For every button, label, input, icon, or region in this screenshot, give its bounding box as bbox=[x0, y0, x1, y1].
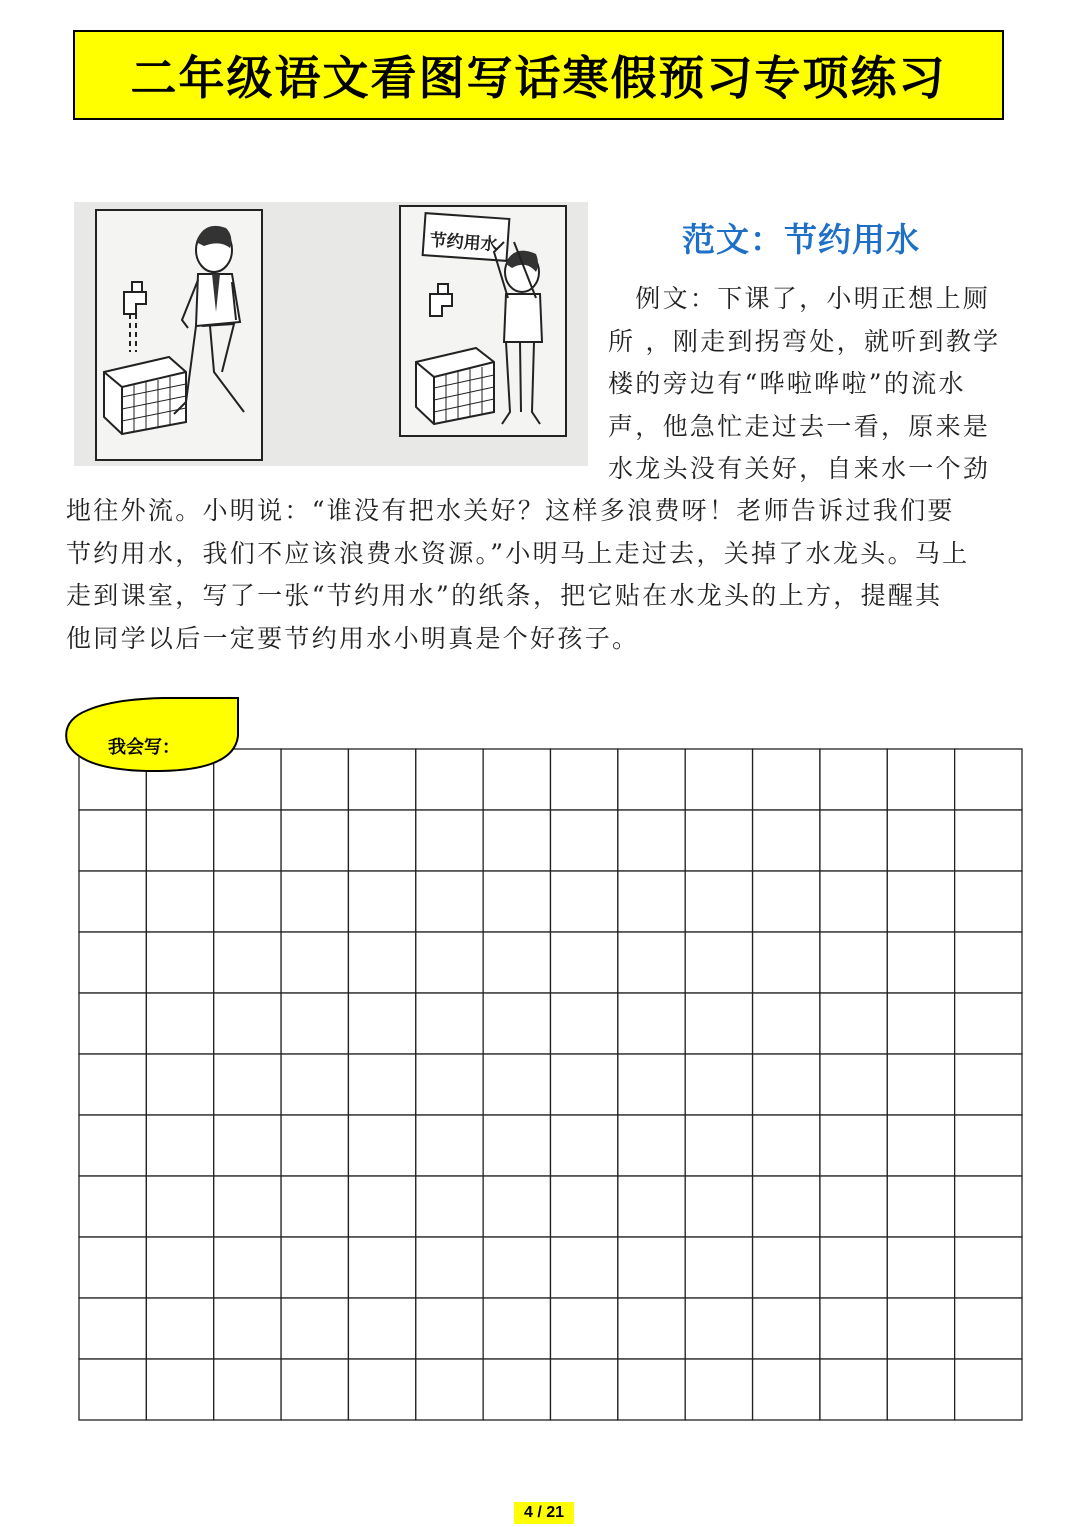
grid-cell[interactable] bbox=[887, 993, 954, 1054]
grid-cell[interactable] bbox=[551, 1054, 618, 1115]
essay-line: 走到课室，写了一张“节约用水”的纸条，把它贴在水龙头的上方，提醒其 bbox=[66, 581, 943, 611]
grid-cell[interactable] bbox=[618, 1176, 685, 1237]
grid-cell[interactable] bbox=[146, 810, 213, 871]
grid-cell[interactable] bbox=[416, 1054, 483, 1115]
grid-cell[interactable] bbox=[79, 932, 146, 993]
grid-cell[interactable] bbox=[551, 810, 618, 871]
grid-cell[interactable] bbox=[214, 993, 281, 1054]
essay-line: 地往外流。小明说：“谁没有把水关好？这样多浪费呀！老师告诉过我们要 bbox=[66, 496, 955, 525]
essay-line: 例文：下课了，小明正想上厕 bbox=[608, 284, 991, 313]
grid-cell[interactable] bbox=[214, 1237, 281, 1298]
grid-cell[interactable] bbox=[214, 1054, 281, 1115]
grid-cell[interactable] bbox=[483, 810, 550, 871]
grid-cell[interactable] bbox=[753, 749, 820, 810]
grid-cell[interactable] bbox=[146, 932, 213, 993]
grid-cell[interactable] bbox=[955, 1115, 1022, 1176]
grid-cell[interactable] bbox=[753, 871, 820, 932]
grid-cell[interactable] bbox=[618, 932, 685, 993]
grid-cell[interactable] bbox=[483, 749, 550, 810]
grid-cell[interactable] bbox=[820, 1054, 887, 1115]
grid-cell[interactable] bbox=[483, 1054, 550, 1115]
grid-cell[interactable] bbox=[416, 932, 483, 993]
grid-cell[interactable] bbox=[146, 993, 213, 1054]
grid-cell[interactable] bbox=[820, 1176, 887, 1237]
grid-cell[interactable] bbox=[955, 932, 1022, 993]
grid-cell[interactable] bbox=[214, 1176, 281, 1237]
grid-cell[interactable] bbox=[146, 1115, 213, 1176]
grid-cell[interactable] bbox=[887, 810, 954, 871]
grid-cell[interactable] bbox=[214, 932, 281, 993]
grid-cell[interactable] bbox=[820, 749, 887, 810]
writing-grid[interactable] bbox=[78, 748, 1023, 1421]
grid-cell[interactable] bbox=[551, 1237, 618, 1298]
essay-line: 声，他急忙走过去一看，原来是 bbox=[608, 411, 991, 441]
grid-cell[interactable] bbox=[820, 1115, 887, 1176]
grid-cell[interactable] bbox=[887, 1054, 954, 1115]
grid-cell[interactable] bbox=[685, 1237, 752, 1298]
grid-cell[interactable] bbox=[416, 1176, 483, 1237]
grid-cell[interactable] bbox=[146, 1298, 213, 1359]
grid-cell[interactable] bbox=[483, 1298, 550, 1359]
essay-line: 节约用水，我们不应该浪费水资源。”小明马上走过去，关掉了水龙头。马上 bbox=[66, 538, 970, 568]
grid-cell[interactable] bbox=[214, 871, 281, 932]
grid-cell[interactable] bbox=[348, 871, 415, 932]
essay-line: 所 ，刚走到拐弯处，就听到教学 bbox=[608, 326, 1001, 356]
grid-cell[interactable] bbox=[820, 871, 887, 932]
grid-cell[interactable] bbox=[79, 1237, 146, 1298]
grid-cell[interactable] bbox=[955, 871, 1022, 932]
grid-cell[interactable] bbox=[887, 1237, 954, 1298]
grid-cell[interactable] bbox=[146, 871, 213, 932]
grid-cell[interactable] bbox=[820, 1237, 887, 1298]
grid-cell[interactable] bbox=[214, 1115, 281, 1176]
grid-cell[interactable] bbox=[955, 749, 1022, 810]
grid-cell[interactable] bbox=[955, 1298, 1022, 1359]
grid-cell[interactable] bbox=[887, 1115, 954, 1176]
grid-cell[interactable] bbox=[753, 1298, 820, 1359]
grid-cell[interactable] bbox=[348, 1237, 415, 1298]
grid-cell[interactable] bbox=[281, 1054, 348, 1115]
grid-cell[interactable] bbox=[820, 1359, 887, 1420]
grid-cell[interactable] bbox=[753, 1359, 820, 1420]
grid-cell[interactable] bbox=[483, 1176, 550, 1237]
title-banner bbox=[73, 30, 1004, 120]
essay-heading: 范文：节约用水 bbox=[682, 220, 920, 259]
grid-cell[interactable] bbox=[955, 1176, 1022, 1237]
grid-cell[interactable] bbox=[281, 1176, 348, 1237]
sign-text: 节约用水 bbox=[428, 230, 499, 256]
grid-cell[interactable] bbox=[685, 810, 752, 871]
grid-cell[interactable] bbox=[753, 810, 820, 871]
grid-cell[interactable] bbox=[753, 932, 820, 993]
grid-cell[interactable] bbox=[618, 1054, 685, 1115]
grid-cell[interactable] bbox=[79, 993, 146, 1054]
grid-cell[interactable] bbox=[685, 871, 752, 932]
grid-cell[interactable] bbox=[753, 1115, 820, 1176]
grid-cell[interactable] bbox=[348, 932, 415, 993]
grid-cell[interactable] bbox=[618, 749, 685, 810]
grid-cell[interactable] bbox=[753, 1237, 820, 1298]
grid-cell[interactable] bbox=[887, 1176, 954, 1237]
grid-cell[interactable] bbox=[281, 871, 348, 932]
grid-cell[interactable] bbox=[416, 749, 483, 810]
grid-cell[interactable] bbox=[820, 810, 887, 871]
grid-cell[interactable] bbox=[887, 1298, 954, 1359]
grid-cell[interactable] bbox=[618, 1298, 685, 1359]
grid-cell[interactable] bbox=[551, 1176, 618, 1237]
grid-cell[interactable] bbox=[416, 1115, 483, 1176]
grid-cell[interactable] bbox=[79, 871, 146, 932]
grid-cell[interactable] bbox=[551, 1115, 618, 1176]
illustration bbox=[74, 202, 588, 466]
grid-cell[interactable] bbox=[551, 1298, 618, 1359]
writing-label: 我会写： bbox=[108, 737, 180, 758]
grid-cell[interactable] bbox=[685, 932, 752, 993]
grid-cell[interactable] bbox=[887, 1359, 954, 1420]
grid-cell[interactable] bbox=[618, 1359, 685, 1420]
grid-cell[interactable] bbox=[79, 1359, 146, 1420]
grid-cell[interactable] bbox=[887, 871, 954, 932]
grid-cell[interactable] bbox=[79, 1054, 146, 1115]
grid-cell[interactable] bbox=[820, 993, 887, 1054]
grid-cell[interactable] bbox=[79, 1115, 146, 1176]
grid-cell[interactable] bbox=[214, 1359, 281, 1420]
panel-left bbox=[96, 210, 262, 460]
grid-cell[interactable] bbox=[685, 749, 752, 810]
grid-cell[interactable] bbox=[416, 1359, 483, 1420]
grid-cell[interactable] bbox=[551, 871, 618, 932]
grid-cell[interactable] bbox=[618, 871, 685, 932]
grid-cell[interactable] bbox=[348, 993, 415, 1054]
grid-cell[interactable] bbox=[955, 1359, 1022, 1420]
grid-cell[interactable] bbox=[281, 1298, 348, 1359]
grid-cell[interactable] bbox=[685, 1054, 752, 1115]
grid-cell[interactable] bbox=[618, 810, 685, 871]
grid-cell[interactable] bbox=[685, 1298, 752, 1359]
grid-cell[interactable] bbox=[483, 1115, 550, 1176]
grid-cell[interactable] bbox=[483, 1359, 550, 1420]
grid-cell[interactable] bbox=[348, 1054, 415, 1115]
grid-cell[interactable] bbox=[146, 1176, 213, 1237]
grid-cell[interactable] bbox=[79, 1176, 146, 1237]
essay-side-text bbox=[608, 278, 1018, 491]
grid-cell[interactable] bbox=[79, 1298, 146, 1359]
grid-cell[interactable] bbox=[955, 1054, 1022, 1115]
grid-cell[interactable] bbox=[685, 1176, 752, 1237]
grid-cell[interactable] bbox=[753, 993, 820, 1054]
grid-cell[interactable] bbox=[551, 749, 618, 810]
grid-cell[interactable] bbox=[416, 810, 483, 871]
grid-cell[interactable] bbox=[348, 1115, 415, 1176]
grid-cell[interactable] bbox=[281, 1115, 348, 1176]
grid-cell[interactable] bbox=[753, 1054, 820, 1115]
grid-cell[interactable] bbox=[146, 1054, 213, 1115]
grid-cell[interactable] bbox=[483, 1237, 550, 1298]
grid-cell[interactable] bbox=[618, 1115, 685, 1176]
grid-cell[interactable] bbox=[146, 1359, 213, 1420]
grid-cell[interactable] bbox=[551, 932, 618, 993]
grid-cell[interactable] bbox=[348, 1176, 415, 1237]
grid-cell[interactable] bbox=[820, 1298, 887, 1359]
panel-right bbox=[400, 206, 566, 436]
grid-cell[interactable] bbox=[685, 993, 752, 1054]
grid-cell[interactable] bbox=[955, 810, 1022, 871]
grid-cell[interactable] bbox=[281, 1359, 348, 1420]
grid-cell[interactable] bbox=[483, 993, 550, 1054]
grid-cell[interactable] bbox=[753, 1176, 820, 1237]
grid-cell[interactable] bbox=[281, 1237, 348, 1298]
grid-cell[interactable] bbox=[887, 932, 954, 993]
grid-cell[interactable] bbox=[416, 993, 483, 1054]
grid-cell[interactable] bbox=[416, 1237, 483, 1298]
grid-cell[interactable] bbox=[483, 871, 550, 932]
page-title: 二年级语文看图写话寒假预习专项练习 bbox=[130, 51, 947, 105]
grid-cell[interactable] bbox=[348, 1298, 415, 1359]
essay-line: 水龙头没有关好，自来水一个劲 bbox=[608, 454, 991, 484]
grid-cell[interactable] bbox=[685, 1359, 752, 1420]
grid-cell[interactable] bbox=[618, 993, 685, 1054]
grid-cell[interactable] bbox=[348, 1359, 415, 1420]
grid-cell[interactable] bbox=[214, 810, 281, 871]
grid-cell[interactable] bbox=[685, 1115, 752, 1176]
grid-cell[interactable] bbox=[79, 810, 146, 871]
grid-cell[interactable] bbox=[281, 810, 348, 871]
grid-cell[interactable] bbox=[887, 749, 954, 810]
grid-cell[interactable] bbox=[955, 993, 1022, 1054]
grid-cell[interactable] bbox=[214, 1298, 281, 1359]
essay-line: 楼的旁边有“哗啦哗啦”的流水 bbox=[608, 369, 966, 399]
grid-cell[interactable] bbox=[483, 932, 550, 993]
grid-cell[interactable] bbox=[618, 1237, 685, 1298]
grid-cell[interactable] bbox=[955, 1237, 1022, 1298]
grid-cell[interactable] bbox=[820, 932, 887, 993]
page-number: 4 / 21 bbox=[514, 1502, 574, 1524]
grid-cell[interactable] bbox=[281, 749, 348, 810]
grid-cell[interactable] bbox=[416, 871, 483, 932]
grid-cell[interactable] bbox=[281, 932, 348, 993]
essay-line: 他同学以后一定要节约用水小明真是个好孩子。 bbox=[66, 623, 640, 653]
grid-cell[interactable] bbox=[281, 993, 348, 1054]
grid-cell[interactable] bbox=[348, 810, 415, 871]
grid-cell[interactable] bbox=[348, 749, 415, 810]
grid-cell[interactable] bbox=[551, 993, 618, 1054]
grid-cell[interactable] bbox=[146, 1237, 213, 1298]
grid-cell[interactable] bbox=[416, 1298, 483, 1359]
essay-full-text bbox=[66, 490, 1021, 660]
grid-cell[interactable] bbox=[551, 1359, 618, 1420]
